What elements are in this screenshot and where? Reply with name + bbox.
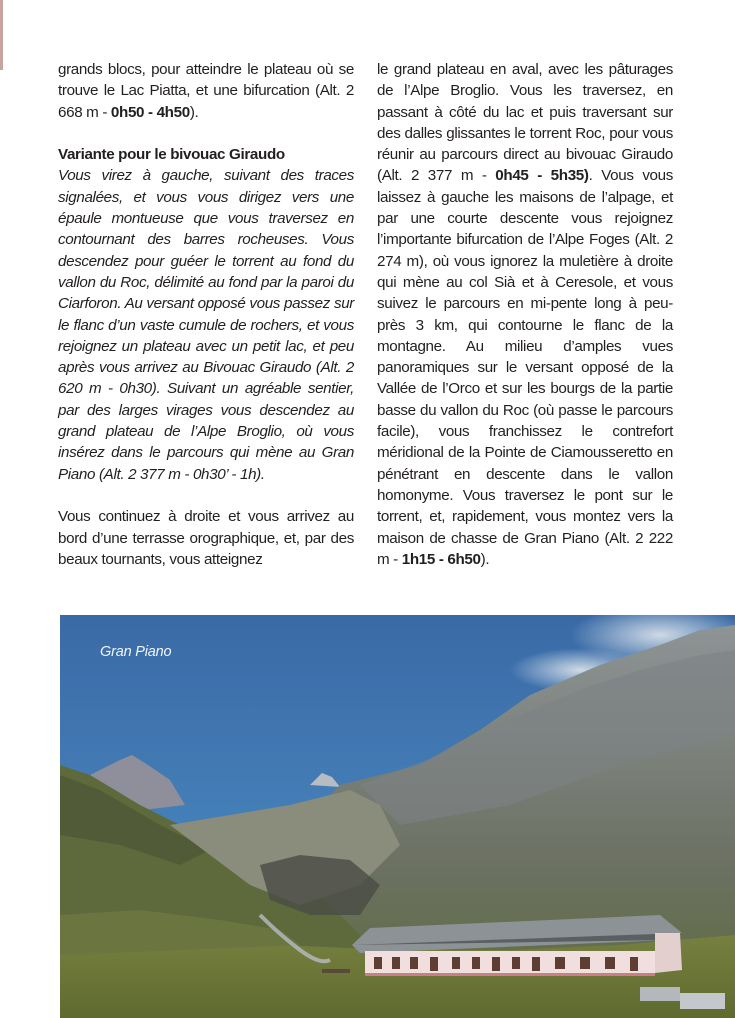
- page-edge-mark: [0, 0, 3, 70]
- route-times-1: 0h45 - 5h35): [495, 167, 589, 185]
- gran-piano-photo: [60, 615, 735, 1018]
- intro-text: grands blocs, pour atteindre le plateau où se trouve le Lac Piatta, et une bifurcation (Alt. 2 668 m -: [58, 61, 354, 121]
- text-column-left: [58, 59, 354, 570]
- route-text-1: le grand plateau en aval, avec les pâturages de l’Alpe Broglio. Vous les traversez, en passant à côté du lac et puis traversant sur des dalles glissantes le torrent Roc, pour vous réunir au parcours direct au bivouac Giraudo (Alt. 2 377 m -: [377, 61, 673, 185]
- route-times-2: 1h15 - 6h50: [401, 550, 481, 568]
- continuation-paragraph: Vous continuez à droite et vous arrivez au bord d’une terrasse orographique, et, par des beaux tournants, vous atteignez: [58, 508, 354, 568]
- route-tail: ).: [480, 550, 490, 568]
- intro-times: 0h50 - 4h50: [110, 103, 190, 121]
- photo-caption: Gran Piano: [100, 644, 172, 660]
- route-paragraph: [377, 59, 673, 570]
- route-text-2: . Vous vous laissez à gauche les maisons de l’alpage, et par une courte descente vous rejoignez l’importante bifurcation de l’Alpe Foges (Alt. 2 274 m), où vous ignorez la muletière à droite qui mène au col Sià et à Ceresole, et vous suivez le parcours en mi-pente long à peu-près 3 km, qui contourne le flanc de la montagne. Au milieu d’amples vues panoramiques sur le versant opposé de la Vallée de l’Orco et sur les bourgs de la partie basse du vallon du Roc (où passe le parcours facile), vous franchissez le contrefort méridional de la Pointe de Ciamousseretto en pénétrant en descente dans le vallon homonyme. Vous traversez le pont sur le torrent, et, rapidement, vous montez vers la maison de chasse de Gran Piano (Alt. 2 222 m -: [377, 167, 673, 568]
- variant-heading: Variante pour le bivouac Giraudo: [58, 146, 285, 164]
- intro-paragraph: [58, 59, 354, 123]
- intro-tail: ).: [189, 103, 199, 121]
- text-column-right: [377, 59, 673, 570]
- variant-body: Vous virez à gauche, suivant des traces signalées, et vous vous dirigez vers une épaule montueuse que vous traversez en contournant des barres rocheuses. Vous descendez pour guéer le torrent au fond du vallon du Roc, délimité au fond par la paroi du Ciarforon. Au versant opposé vous passez sur le flanc d’un vaste cumule de rochers, et vous rejoignez un plateau avec un petit lac, et peu après vous arrivez au Bivouac Giraudo (Alt. 2 620 m - 0h30). Suivant un agréable sentier, par des larges virages vous descendez au grand plateau de l’Alpe Broglio, où vous insérez dans le parcours qui mène au Gran Piano (Alt. 2 377 m - 0h30’ - 1h).: [58, 167, 354, 483]
- landscape-image: [60, 615, 735, 1018]
